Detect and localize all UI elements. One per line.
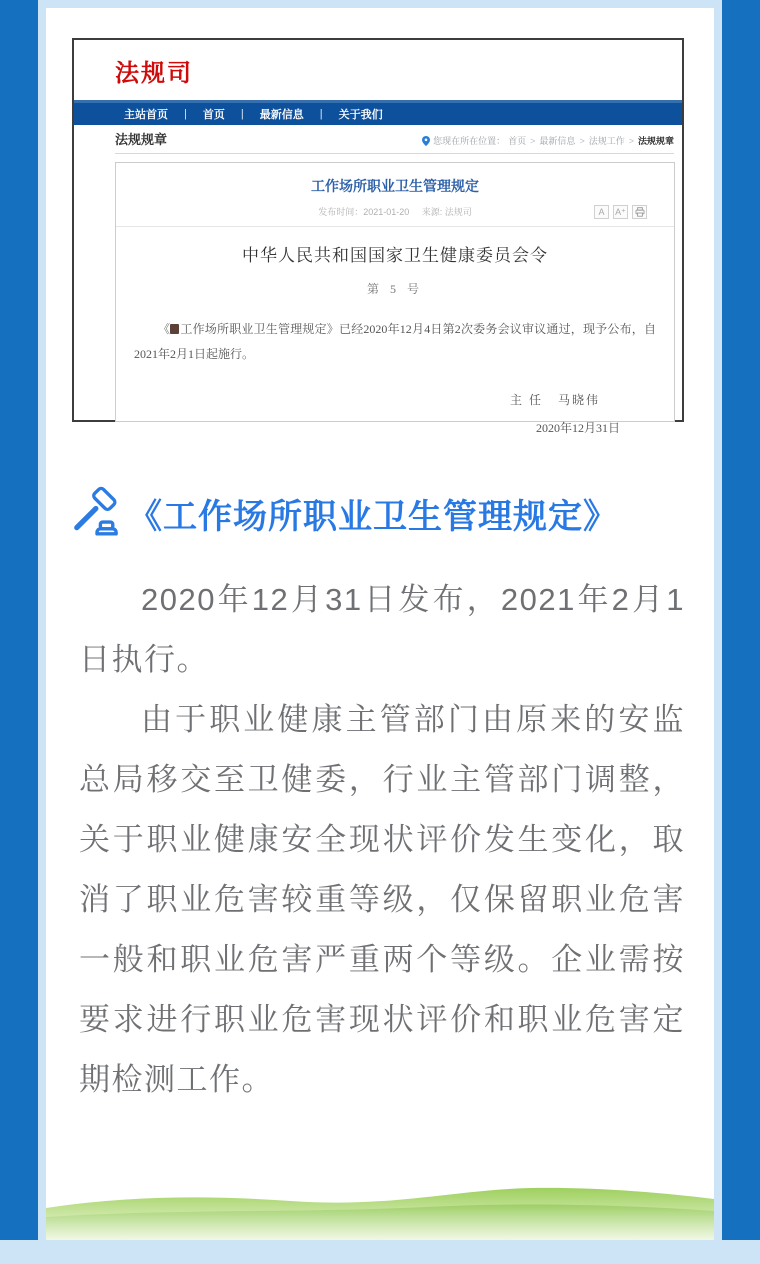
breadcrumb-separator: > <box>530 135 536 146</box>
article-meta <box>116 205 674 220</box>
breadcrumb-item-home[interactable]: 首页 <box>508 136 527 146</box>
section-row <box>115 125 674 154</box>
source: 来源: 法规司 <box>421 207 472 217</box>
breadcrumb-separator: > <box>579 135 585 146</box>
font-print-controls <box>594 205 647 219</box>
frame-right-inner-strip <box>714 0 722 1240</box>
attachment-icon <box>170 324 179 334</box>
decree-body <box>134 317 656 367</box>
meta-divider <box>116 226 674 227</box>
font-increase-button[interactable]: A⁺ <box>613 205 628 219</box>
publish-time: 发布时间：2021-01-20 <box>318 207 410 217</box>
article-content <box>46 8 714 1240</box>
site-header <box>74 40 682 100</box>
frame-right-bar <box>722 0 760 1240</box>
nav-item-main-home[interactable]: 主站首页 <box>124 109 168 121</box>
signer-name: 马晓伟 <box>557 393 600 407</box>
summary-body <box>79 570 685 1110</box>
frame-left-bar <box>0 0 38 1240</box>
summary-title: 《工作场所职业卫生管理规定》 <box>128 497 618 536</box>
summary-paragraph: 2020年12月31日发布，2021年2月1日执行。 <box>79 582 685 677</box>
printer-icon <box>635 207 645 217</box>
site-navbar <box>74 100 682 125</box>
print-button[interactable] <box>632 205 647 219</box>
signature-date: 2020年12月31日 <box>535 421 620 435</box>
decree-number: 第 5 号 <box>366 282 423 296</box>
section-title: 法规规章 <box>115 132 168 147</box>
nav-item-home[interactable]: 首页 <box>202 109 225 121</box>
website-screenshot <box>72 38 684 435</box>
quote-open: 《 <box>158 322 171 336</box>
font-decrease-button[interactable]: A <box>594 205 609 219</box>
breadcrumb-prefix: 您现在所在位置： <box>433 136 506 146</box>
decree-body-text: 工作场所职业卫生管理规定》已经2020年12月4日第2次委务会议审议通过，现予公布，自2021年2月1日起施行。 <box>134 322 656 361</box>
breadcrumb-item-current: 法规规章 <box>637 136 674 146</box>
summary-paragraph: 由于职业健康主管部门由原来的安监总局移交至卫健委，行业主管部门调整，关于职业健康安全现状评价发生变化，取消了职业危害较重等级，仅保留职业危害一般和职业危害严重两个等级。企业需按要求进行职业危害现状评价和职业危害定期检测工作。 <box>79 702 685 1097</box>
summary-header <box>70 486 618 540</box>
green-wave-decoration <box>46 1182 714 1240</box>
breadcrumb-item-legal-work[interactable]: 法规工作 <box>588 136 625 146</box>
breadcrumb <box>422 134 674 153</box>
gavel-icon <box>70 486 124 540</box>
nav-separator: | <box>184 108 187 120</box>
signature-line <box>116 391 674 408</box>
breadcrumb-item-latest-news[interactable]: 最新信息 <box>539 136 576 146</box>
nav-separator: | <box>319 108 323 120</box>
location-pin-icon <box>422 136 430 146</box>
nav-item-latest-news[interactable]: 最新信息 <box>259 109 304 121</box>
frame-left-inner-strip <box>38 0 46 1240</box>
nav-separator: | <box>240 108 244 120</box>
breadcrumb-separator: > <box>628 135 634 146</box>
article-title-link[interactable]: 工作场所职业卫生管理规定 <box>311 178 479 194</box>
nav-item-about-us[interactable]: 关于我们 <box>338 109 383 121</box>
decree-title: 中华人民共和国国家卫生健康委员会令 <box>242 246 548 265</box>
article-box <box>115 162 675 435</box>
frame-top-strip <box>46 0 714 8</box>
frame-bottom-strip <box>0 1240 760 1264</box>
site-logo-text: 法规司 <box>115 59 193 87</box>
signer-role: 主 任 <box>509 393 543 407</box>
